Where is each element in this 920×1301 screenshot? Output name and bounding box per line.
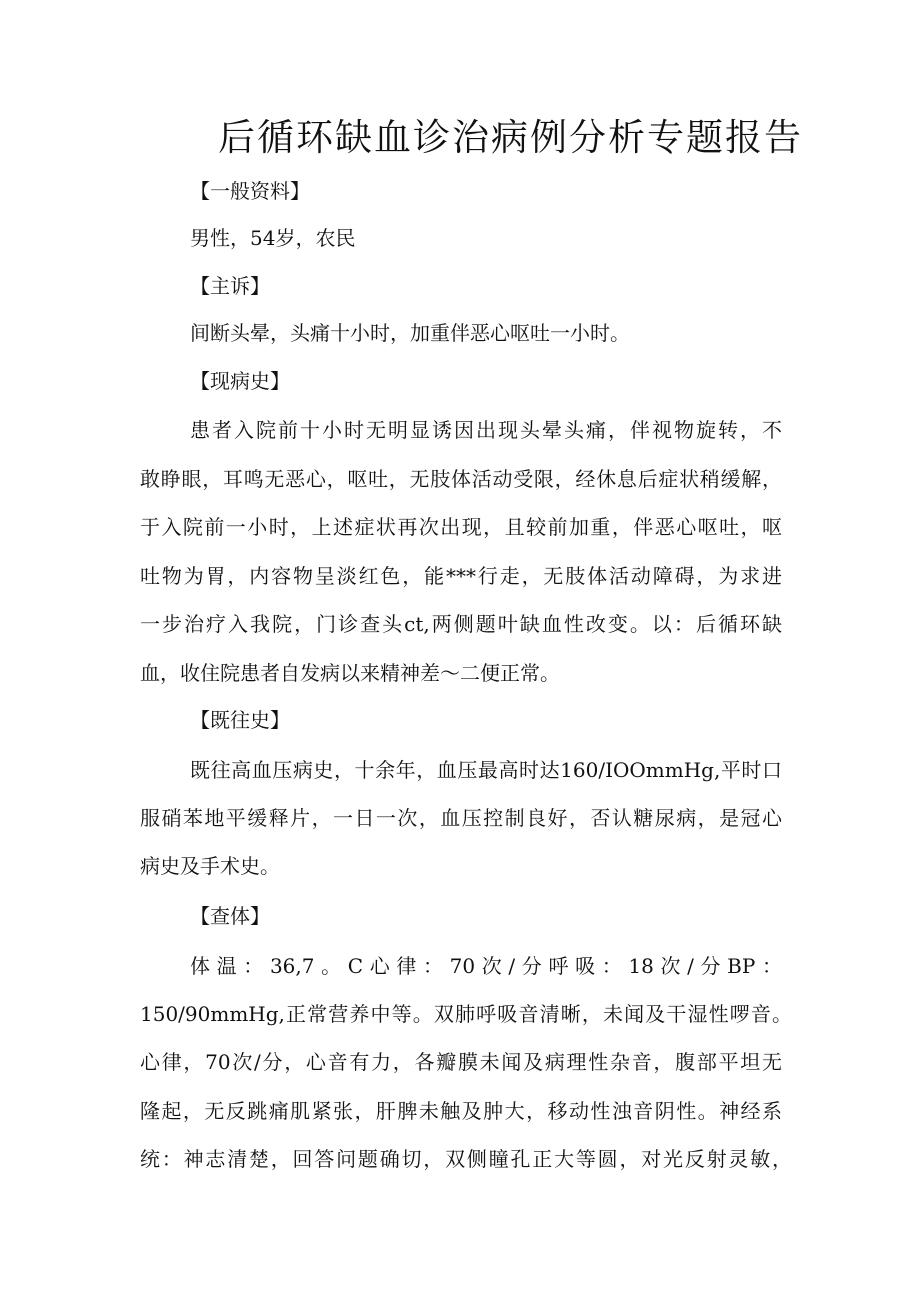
section-heading-past-history: 【既往史】 [190,708,290,732]
general-info-text: 男性，54岁，农民 [190,226,356,250]
section-heading-general: 【一般资料】 [190,179,310,203]
document-title: 后循环缺血诊治病例分析专题报告 [218,116,803,159]
exam-line: 统：神志清楚，回答问题确切，双侧瞳孔正大等圆，对光反射灵敏， [140,1147,792,1171]
present-illness-line: 于入院前一小时，上述症状再次出现，且较前加重，伴恶心呕吐，呕 [140,515,782,539]
section-heading-complaint: 【主诉】 [190,274,270,298]
past-history-line: 病史及手术史。 [140,854,280,878]
present-illness-line: 一步治疗入我院，门诊查头ct,两侧题叶缺血性改变。以：后循环缺 [140,612,782,636]
complaint-text: 间断头晕，头痛十小时，加重伴恶心呕吐一小时。 [190,321,630,345]
past-history-line: 既往高血压病史，十余年，血压最高时达160/IOOmmHg,平时口 [190,758,782,782]
present-illness-line: 血，收住院患者自发病以来精神差～二便正常。 [140,661,560,685]
present-illness-line: 敢睁眼，耳鸣无恶心，呕吐，无肢体活动受限，经休息后症状稍缓解， [140,467,782,491]
exam-line: 150/90mmHg,正常营养中等。双肺呼吸音清晰，未闻及干湿性啰音。 [140,1002,792,1026]
section-heading-exam: 【查体】 [190,904,270,928]
exam-line: 体温：36,7。C心律：70次/分呼吸：18次/分BP： [190,954,782,978]
present-illness-line: 患者入院前十小时无明显诱因出现头晕头痛，伴视物旋转，不 [190,418,782,442]
present-illness-line: 吐物为胃，内容物呈淡红色，能***行走，无肢体活动障碍，为求进 [140,564,782,588]
exam-line: 隆起，无反跳痛肌紧张，肝脾未触及肿大，移动性浊音阴性。神经系 [140,1099,782,1123]
exam-line: 心律，70次/分，心音有力，各瓣膜未闻及病理性杂音，腹部平坦无 [140,1050,782,1074]
section-heading-present-illness: 【现病史】 [190,369,290,393]
past-history-line: 服硝苯地平缓释片，一日一次，血压控制良好，否认糖尿病，是冠心 [140,806,782,830]
